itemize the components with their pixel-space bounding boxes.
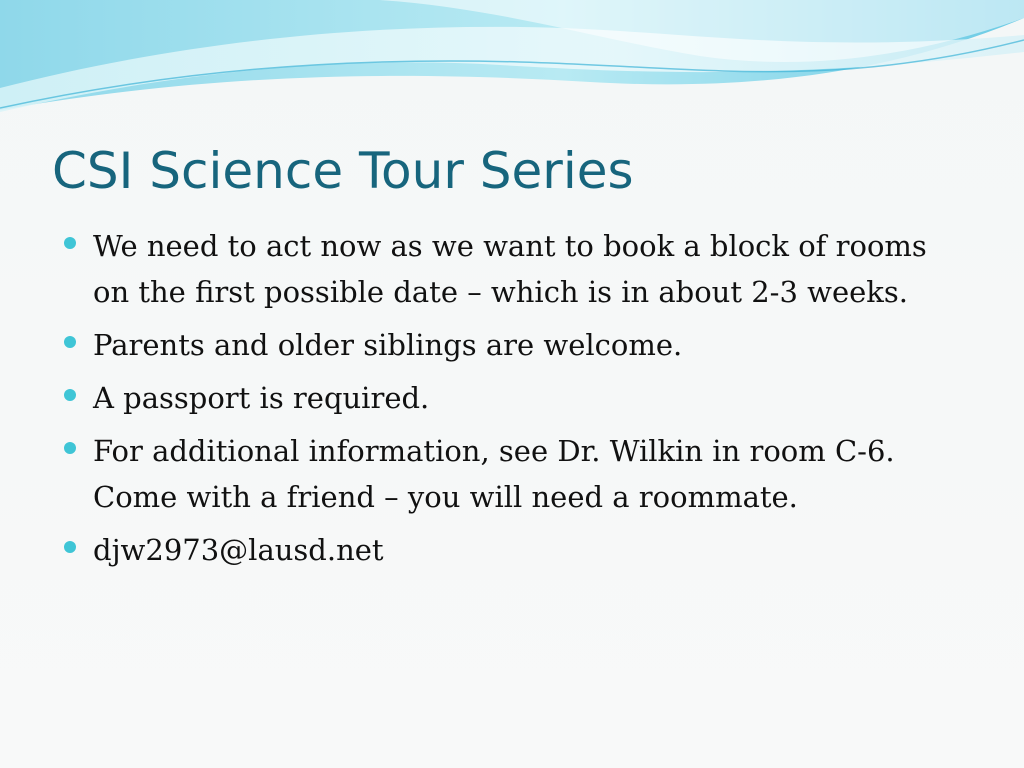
contact-email: djw2973@lausd.net [93, 533, 384, 567]
bullet-list [62, 223, 962, 580]
bullet-dot-icon [64, 541, 76, 553]
bullet-item-email [62, 527, 962, 573]
bullet-dot-icon [64, 336, 76, 348]
bullet-item [62, 223, 962, 315]
slide-title: CSI Science Tour Series [52, 142, 634, 200]
bullet-text: We need to act now as we want to book a block of rooms on the first possible date – which is in about 2-3 weeks. [93, 229, 927, 309]
bullet-dot-icon [64, 442, 76, 454]
bullet-item [62, 375, 962, 421]
bullet-text: Parents and older siblings are welcome. [93, 328, 683, 362]
bullet-item [62, 428, 962, 520]
bullet-text: For additional information, see Dr. Wilkin in room C-6. Come with a friend – you will need a roommate. [93, 434, 895, 514]
bullet-text: A passport is required. [93, 381, 430, 415]
header-wave-decoration [0, 0, 1024, 130]
bullet-dot-icon [64, 237, 76, 249]
bullet-dot-icon [64, 389, 76, 401]
bullet-item [62, 322, 962, 368]
